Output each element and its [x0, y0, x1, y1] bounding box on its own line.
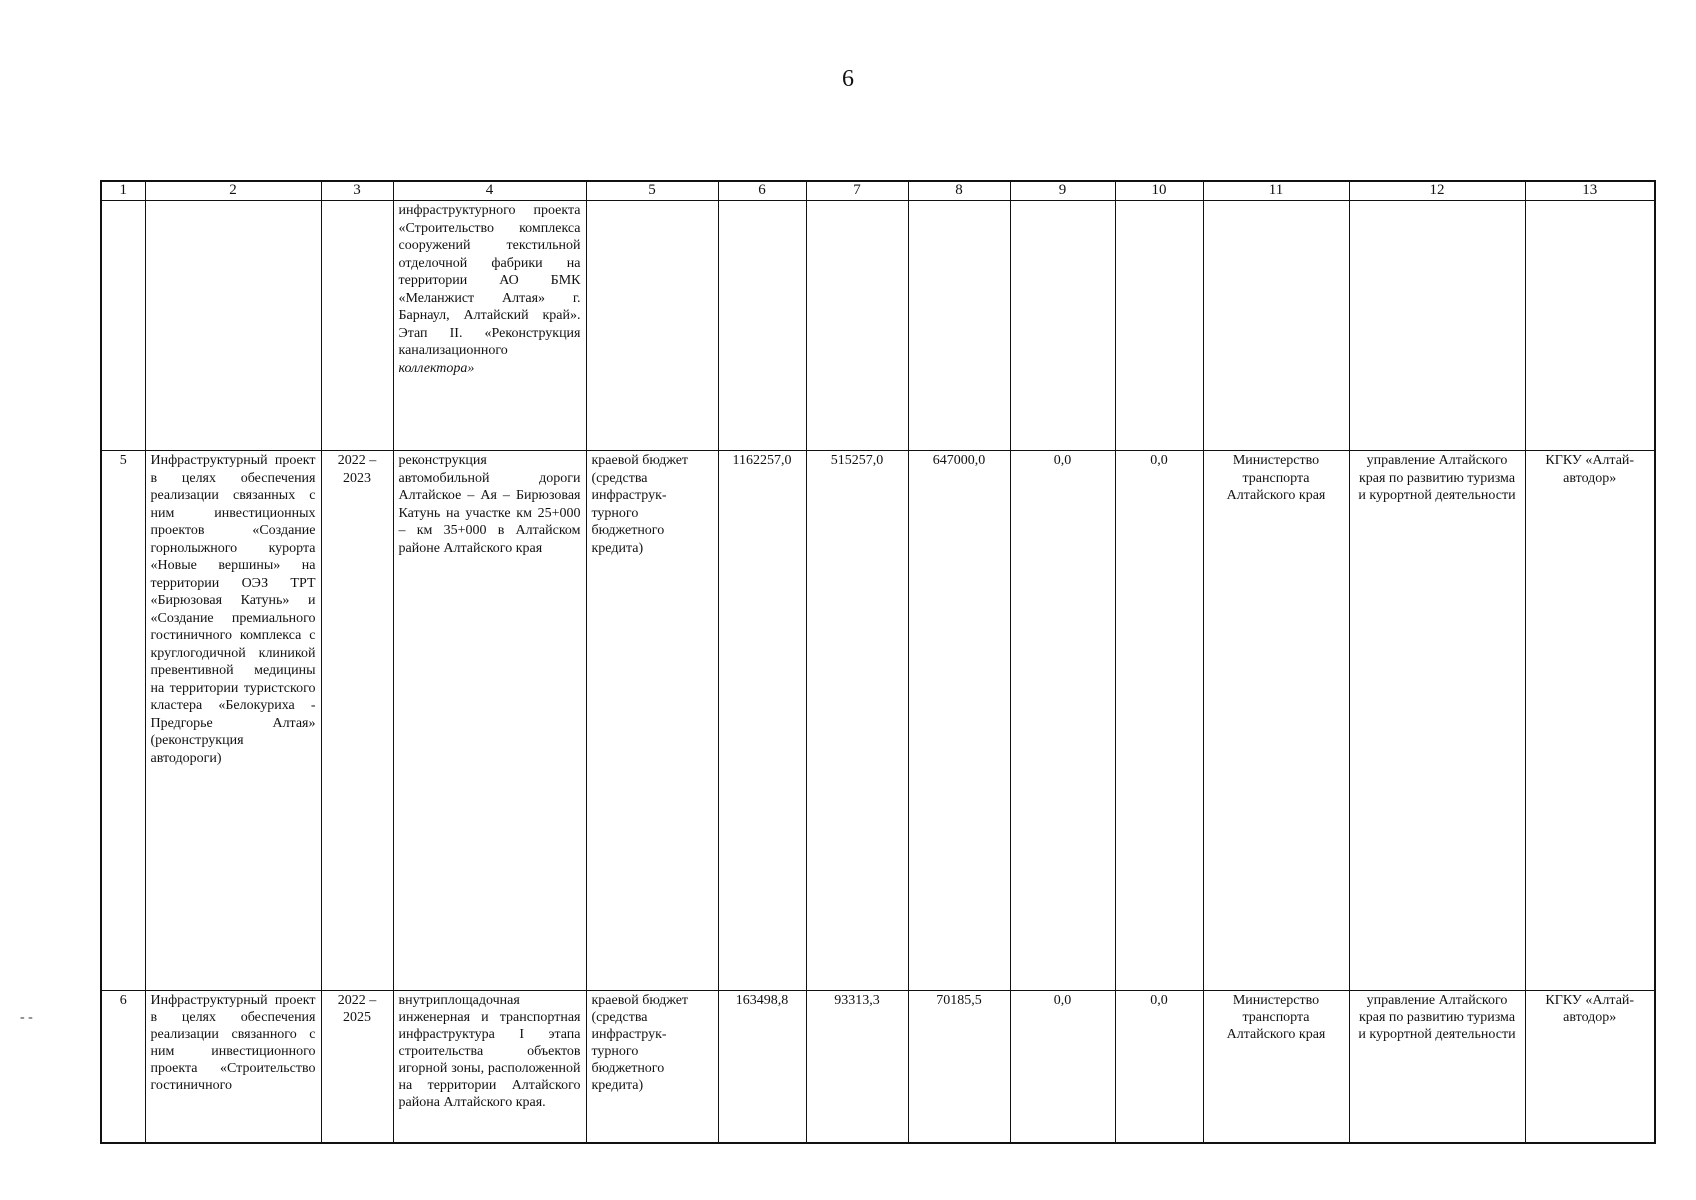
page-number: 6	[842, 66, 854, 92]
amount-cell: 1162257,0	[718, 451, 806, 991]
budget-table	[100, 180, 1656, 1144]
table-row	[101, 991, 1655, 1143]
source-cell: краевой бюджет (средства инфраструк-турного бюджетного кредита)	[586, 451, 718, 991]
column-header: 8	[908, 181, 1010, 201]
executor-cell: КГКУ «Алтай-автодор»	[1525, 451, 1655, 991]
column-header: 5	[586, 181, 718, 201]
ministry-cell: Министерство транспорта Алтайского края	[1203, 451, 1349, 991]
table-row-continuation	[101, 201, 1655, 451]
amount-cell: 0,0	[1010, 991, 1115, 1143]
column-header: 6	[718, 181, 806, 201]
column-header: 1	[101, 181, 145, 201]
amount-cell: 70185,5	[908, 991, 1010, 1143]
amount-cell: 93313,3	[806, 991, 908, 1143]
years-cell: 2022 – 2023	[321, 451, 393, 991]
column-header: 9	[1010, 181, 1115, 201]
object-cell: реконструкция автомобильной дороги Алтайское – Ая – Бирюзовая Катунь на участке км 25+000 – км 35+000 в Алтайском районе Алтайского края	[393, 451, 586, 991]
column-header: 12	[1349, 181, 1525, 201]
amount-cell: 0,0	[1115, 991, 1203, 1143]
header-row	[101, 181, 1655, 201]
column-header: 11	[1203, 181, 1349, 201]
column-header: 13	[1525, 181, 1655, 201]
object-cell	[393, 201, 586, 451]
object-text-tail: коллектора»	[398, 360, 475, 376]
column-header: 3	[321, 181, 393, 201]
ministry-cell: Министерство транспорта Алтайского края	[1203, 991, 1349, 1143]
management-cell: управление Алтайского края по развитию туризма и курортной деятельности	[1349, 451, 1525, 991]
column-header: 7	[806, 181, 908, 201]
row-number: 5	[101, 451, 145, 991]
project-cell: Инфраструктурный проект в целях обеспечения реализации связанного с ним инвестиционного проекта «Строительство гостиничного	[145, 991, 321, 1143]
column-header: 10	[1115, 181, 1203, 201]
amount-cell: 647000,0	[908, 451, 1010, 991]
column-header: 4	[393, 181, 586, 201]
amount-cell: 0,0	[1115, 451, 1203, 991]
executor-cell: КГКУ «Алтай-автодор»	[1525, 991, 1655, 1143]
table-row	[101, 451, 1655, 991]
object-cell: внутриплощадочная инженерная и транспортная инфраструктура I этапа строительства объектов игорной зоны, расположенной на территории Алтайского района Алтайского края.	[393, 991, 586, 1143]
years-cell: 2022 – 2025	[321, 991, 393, 1143]
object-text: инфраструктурного проекта «Строительство комплекса сооружений текстильной отделочной фабрики на территории АО БМК «Меланжист Алтая» г. Барнаул, Алтайский край». Этап II. «Реконструкция канализационного	[398, 203, 581, 358]
amount-cell: 515257,0	[806, 451, 908, 991]
source-cell: краевой бюджет (средства инфраструк-турного бюджетного кредита)	[586, 991, 718, 1143]
amount-cell: 163498,8	[718, 991, 806, 1143]
column-header: 2	[145, 181, 321, 201]
amount-cell: 0,0	[1010, 451, 1115, 991]
margin-marks: - -	[20, 1010, 33, 1025]
row-number: 6	[101, 991, 145, 1143]
project-cell: Инфраструктурный проект в целях обеспечения реализации связанных с ним инвестиционных проектов «Создание горнолыжного курорта «Новые вершины» на территории ОЭЗ ТРТ «Бирюзовая Катунь» и «Создание премиального гостиничного комплекса с круглогодичной клиникой превентивной медицины на территории туристского кластера «Белокуриха - Предгорье Алтая» (реконструкция автодороги)	[145, 451, 321, 991]
management-cell: управление Алтайского края по развитию туризма и курортной деятельности	[1349, 991, 1525, 1143]
